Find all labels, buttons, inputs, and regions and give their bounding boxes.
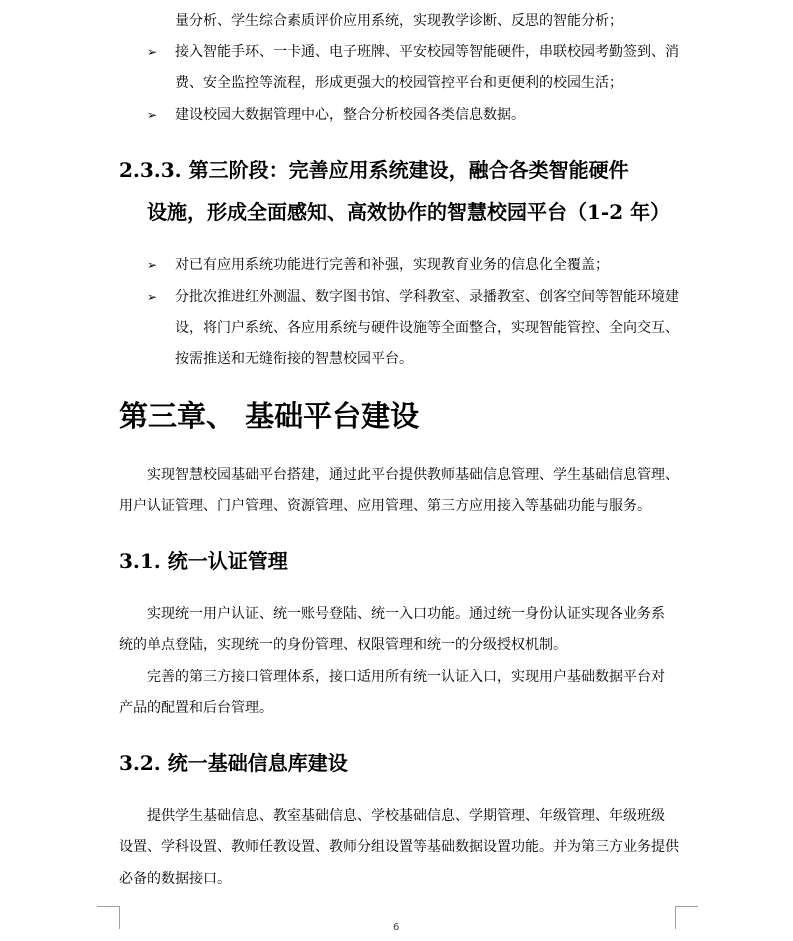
section-heading-31: 3.1. 统一认证管理 xyxy=(119,549,288,573)
bullet-arrow-icon: ➢ xyxy=(147,108,158,122)
bullet-line: 设，将门户系统、各应用系统与硬件设施等全面整合，实现智能管控、全向交互、 xyxy=(175,320,679,336)
section-heading-233-line1: 2.3.3. 第三阶段：完善应用系统建设，融合各类智能硬件 xyxy=(119,158,629,182)
paragraph-line: 产品的配置和后台管理。 xyxy=(119,700,273,716)
bullet-line: 分批次推进红外测温、数字图书馆、学科教室、录播教室、创客空间等智能环境建 xyxy=(175,289,679,305)
paragraph-line: 设置、学科设置、教师任教设置、教师分组设置等基础数据设置功能。并为第三方业务提供 xyxy=(119,839,679,855)
paragraph-line: 必备的数据接口。 xyxy=(119,871,231,887)
section-heading-32: 3.2. 统一基础信息库建设 xyxy=(119,751,348,775)
corner-mark-left xyxy=(97,906,120,929)
bullet-arrow-icon: ➢ xyxy=(147,290,158,304)
paragraph-line: 实现智慧校园基础平台搭建，通过此平台提供教师基础信息管理、学生基础信息管理、 xyxy=(147,467,679,483)
page-number: 6 xyxy=(393,922,400,933)
paragraph-line: 实现统一用户认证、统一账号登陆、统一入口功能。通过统一身份认证实现各业务系 xyxy=(147,606,665,622)
bullet-line: 建设校园大数据管理中心，整合分析校园各类信息数据。 xyxy=(175,107,525,123)
corner-mark-right xyxy=(675,906,698,929)
bullet-line: 费、安全监控等流程，形成更强大的校园管控平台和更便利的校园生活； xyxy=(175,75,623,91)
bullet-line: 接入智能手环、一卡通、电子班牌、平安校园等智能硬件，串联校园考勤签到、消 xyxy=(175,44,679,60)
paragraph-line: 统的单点登陆，实现统一的身份管理、权限管理和统一的分级授权机制。 xyxy=(119,637,567,653)
bullet-arrow-icon: ➢ xyxy=(147,258,158,272)
bullet-arrow-icon: ➢ xyxy=(147,45,158,59)
paragraph-line: 用户认证管理、门户管理、资源管理、应用管理、第三方应用接入等基础功能与服务。 xyxy=(119,498,651,514)
paragraph-line: 量分析、学生综合素质评价应用系统，实现教学诊断、反思的智能分析； xyxy=(175,13,623,29)
paragraph-line: 提供学生基础信息、教室基础信息、学校基础信息、学期管理、年级管理、年级班级 xyxy=(147,808,665,824)
section-heading-233-line2: 设施，形成全面感知、高效协作的智慧校园平台（1-2 年） xyxy=(147,200,671,224)
bullet-line: 按需推送和无缝衔接的智慧校园平台。 xyxy=(175,351,413,367)
chapter-heading: 第三章、 基础平台建设 xyxy=(119,399,420,433)
paragraph-line: 完善的第三方接口管理体系，接口适用所有统一认证入口，实现用户基础数据平台对 xyxy=(147,669,665,685)
bullet-line: 对已有应用系统功能进行完善和补强，实现教育业务的信息化全覆盖； xyxy=(175,257,609,273)
